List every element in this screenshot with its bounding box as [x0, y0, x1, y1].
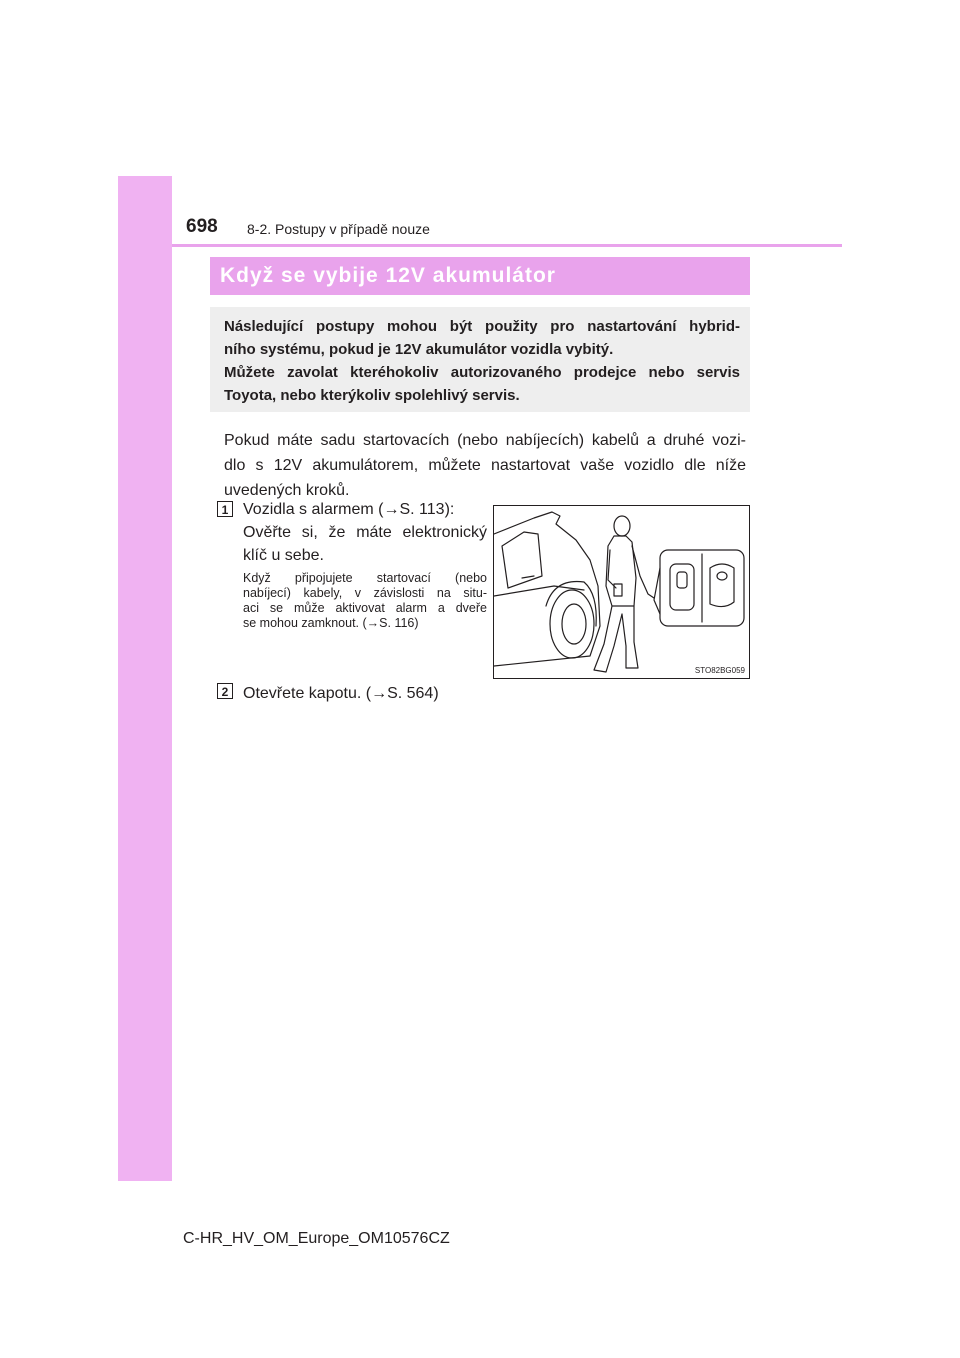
car-handle — [522, 576, 534, 578]
key-fob-front — [670, 564, 694, 610]
intro-box — [210, 307, 750, 412]
chapter-sidebar-tab — [118, 176, 172, 1181]
body-line: dlo s 12V akumulátorem, můžete nastartovat vaše vozidlo dle níže — [224, 457, 746, 474]
chapter-heading: 8-2. Postupy v případě nouze — [247, 221, 430, 237]
key-fob-button — [677, 572, 687, 588]
key-fob-back — [710, 564, 734, 607]
key-fob-logo — [717, 572, 727, 580]
person-arm-near — [608, 550, 616, 588]
body-line: Pokud máte sadu startovacích (nebo nabíjecích) kabelů a druhé vozi- — [224, 432, 746, 449]
note-line: nabíjecí) kabely, v závislosti na situ- — [243, 586, 487, 600]
callout-pointer — [654, 568, 660, 614]
step-line: klíč u sebe. — [243, 547, 324, 564]
body-line: uvedených kroků. — [224, 482, 350, 499]
note-line: aci se může aktivovat alarm a dveře — [243, 601, 487, 615]
step-line: Vozidla s alarmem (→S. 113): — [243, 501, 455, 518]
illustration-person-with-key — [493, 505, 750, 679]
car-wheel-hub — [562, 604, 586, 644]
car-body — [494, 512, 600, 666]
car-window — [502, 532, 542, 588]
step-note — [243, 571, 487, 631]
intro-line: Následující postupy mohou být použity pro nastartování hybrid- — [224, 318, 740, 335]
step-text — [243, 498, 487, 567]
body-paragraph — [224, 428, 746, 503]
step-number-badge: 1 — [217, 501, 233, 517]
step-number-badge: 2 — [217, 683, 233, 699]
intro-line: Toyota, nebo kterýkoliv spolehlivý servis. — [224, 387, 520, 404]
illustration-svg — [494, 506, 749, 678]
note-line: Když připojujete startovací (nebo — [243, 571, 487, 585]
page-number: 698 — [186, 216, 218, 237]
step-text — [243, 682, 543, 705]
header-divider — [172, 244, 842, 247]
person-legs — [594, 606, 638, 672]
section-title: Když se vybije 12V akumulátor — [210, 257, 750, 295]
intro-line: ního systému, pokud je 12V akumulátor vozidla vybitý. — [224, 341, 614, 358]
step-line: Otevřete kapotu. (→S. 564) — [243, 685, 439, 702]
car-wheel — [550, 590, 594, 658]
note-line: se mohou zamknout. (→S. 116) — [243, 616, 419, 630]
person-head — [614, 516, 630, 536]
intro-line: Můžete zavolat kteréhokoliv autorizovaného prodejce nebo servis — [224, 364, 740, 381]
key-in-hand — [614, 584, 622, 596]
figure-code: STO82BG059 — [694, 666, 745, 675]
step-line: Ověřte si, že máte elektronický — [243, 524, 487, 541]
document-footer: C-HR_HV_OM_Europe_OM10576CZ — [183, 1230, 450, 1247]
